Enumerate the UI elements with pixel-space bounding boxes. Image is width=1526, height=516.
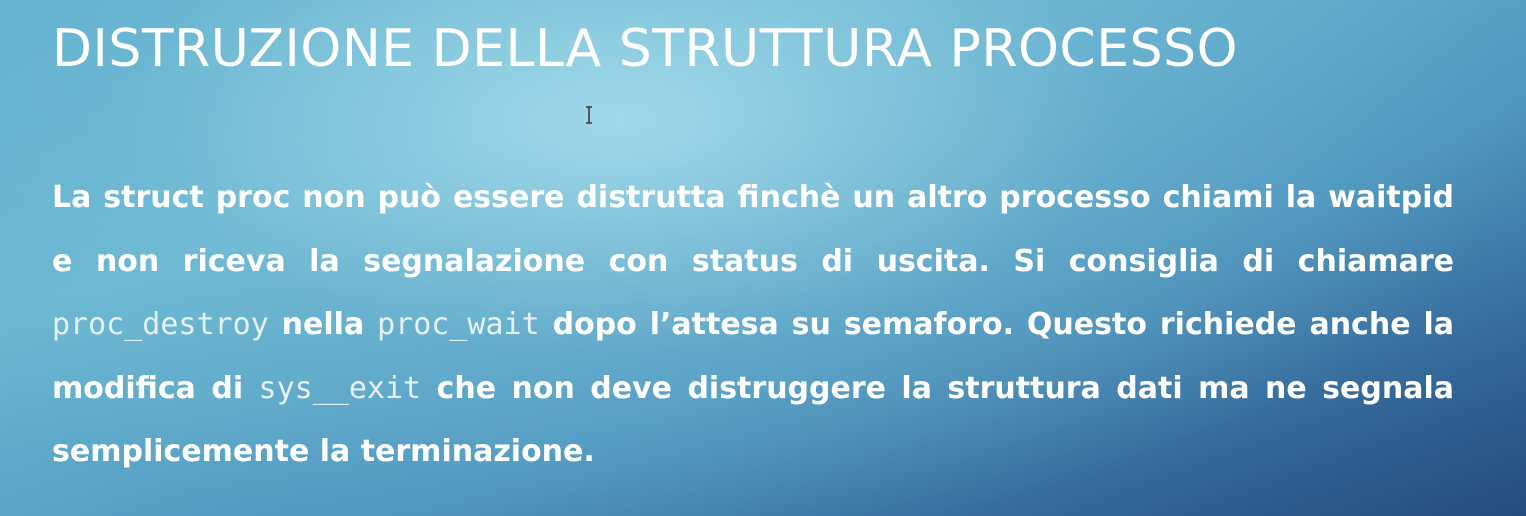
body-text-part-1: La struct proc non può essere distrutta finchè un altro processo chiami la waitpid e non riceva la segnalazione con status di uscita. Si consiglia di chiamare [52, 180, 1454, 279]
body-text-part-3: dopo l’attesa su semaforo. Questo richiede anche la modifica di [52, 307, 1455, 406]
code-sys-exit: sys__exit [258, 370, 422, 406]
body-text-part-4: che non deve distruggere la struttura dati ma ne segnala semplicemente la terminazione. [52, 370, 1454, 469]
body-text-part-2: nella [268, 307, 378, 342]
code-proc-destroy: proc_destroy [52, 307, 269, 342]
text-cursor-icon [584, 106, 594, 124]
slide-body-paragraph [52, 166, 1454, 484]
slide-title: DISTRUZIONE DELLA STRUTTURA PROCESSO [52, 19, 1239, 79]
code-proc-wait: proc_wait [377, 307, 540, 342]
